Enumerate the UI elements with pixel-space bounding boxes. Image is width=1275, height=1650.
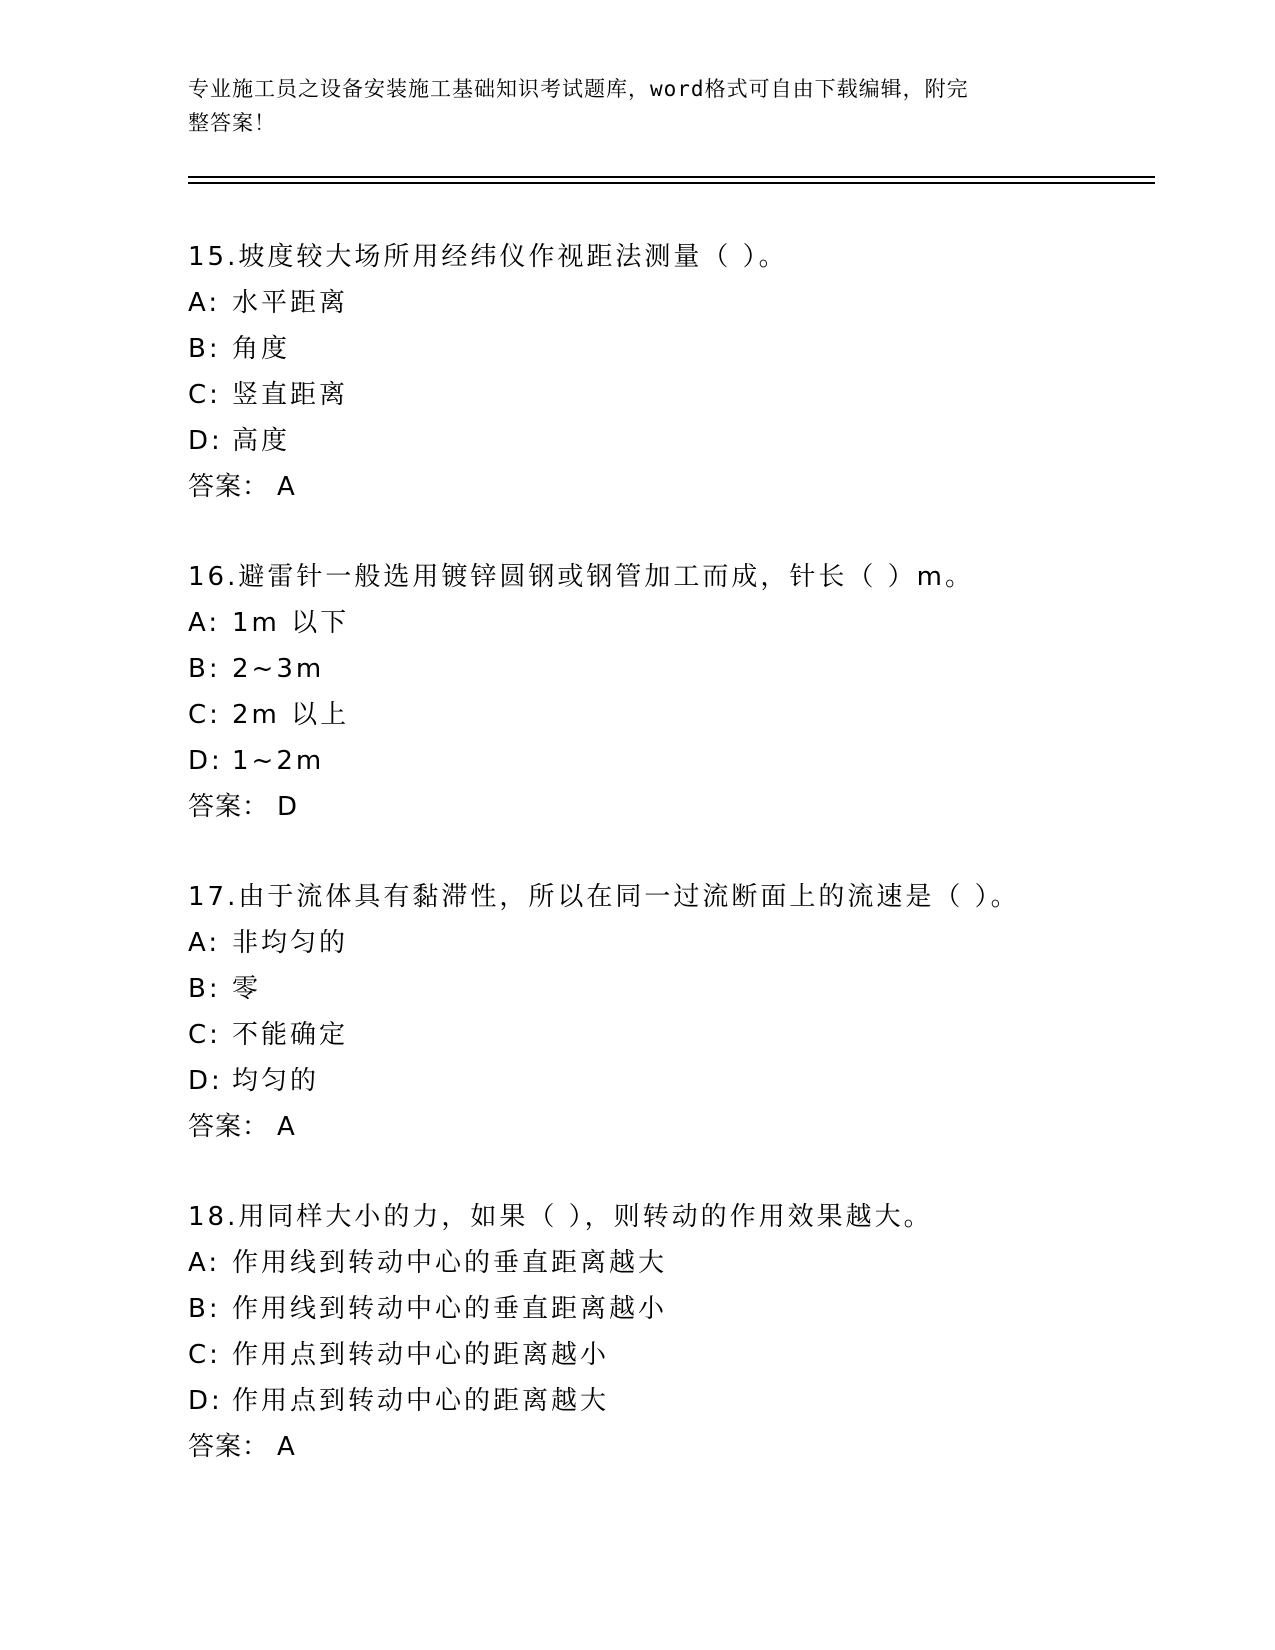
option-letter: A: (188, 1248, 221, 1278)
answer-value: A (277, 1112, 296, 1142)
answer-label: 答案： (188, 472, 270, 502)
option-text: 作用点到转动中心的距离越大 (232, 1386, 610, 1416)
option-a (188, 1240, 1148, 1286)
answer-line (188, 1104, 1148, 1150)
answer-label: 答案： (188, 1432, 270, 1462)
option-b (188, 966, 1148, 1012)
option-c (188, 1012, 1148, 1058)
option-text: 不能确定 (232, 1020, 349, 1050)
answer-label: 答案： (188, 792, 270, 822)
option-letter: B: (188, 1294, 221, 1324)
option-b (188, 646, 1148, 692)
option-text: 2m 以上 (232, 700, 350, 730)
option-text: 非均匀的 (232, 928, 349, 958)
option-text: 均匀的 (232, 1066, 320, 1096)
question-15 (188, 234, 1148, 510)
option-letter: A: (188, 928, 221, 958)
option-letter: C: (188, 1020, 221, 1050)
option-d (188, 1058, 1148, 1104)
option-c (188, 692, 1148, 738)
option-text: 水平距离 (232, 288, 349, 318)
option-text: 2~3m (232, 654, 325, 684)
option-letter: B: (188, 974, 221, 1004)
header-divider-bottom (188, 182, 1155, 184)
option-a (188, 280, 1148, 326)
option-text: 作用线到转动中心的垂直距离越大 (232, 1248, 668, 1278)
option-d (188, 418, 1148, 464)
option-text: 1~2m (232, 746, 325, 776)
answer-value: D (277, 792, 299, 822)
option-c (188, 1332, 1148, 1378)
option-text: 竖直距离 (232, 380, 349, 410)
option-letter: B: (188, 334, 221, 364)
option-b (188, 326, 1148, 372)
question-18 (188, 1194, 1148, 1470)
option-d (188, 738, 1148, 784)
option-letter: D: (188, 1386, 223, 1416)
header-line-1: 专业施工员之设备安装施工基础知识考试题库，word格式可自由下载编辑，附完 (188, 77, 969, 101)
answer-line (188, 784, 1148, 830)
option-text: 作用线到转动中心的垂直距离越小 (232, 1294, 668, 1324)
option-letter: D: (188, 426, 223, 456)
option-letter: C: (188, 1340, 221, 1370)
option-letter: B: (188, 654, 221, 684)
option-c (188, 372, 1148, 418)
question-stem: 16.避雷针一般选用镀锌圆钢或钢管加工而成，针长（ ）m。 (188, 562, 974, 592)
question-stem: 15.坡度较大场所用经纬仪作视距法测量（ ）。 (188, 242, 788, 272)
option-letter: A: (188, 288, 221, 318)
option-text: 高度 (232, 426, 291, 456)
option-text: 作用点到转动中心的距离越小 (232, 1340, 610, 1370)
question-17 (188, 874, 1148, 1150)
option-a (188, 600, 1148, 646)
option-letter: A: (188, 608, 221, 638)
document-header (188, 72, 1068, 140)
header-divider-top (188, 176, 1155, 178)
header-line-2: 整答案！ (188, 111, 276, 135)
question-16 (188, 554, 1148, 830)
option-letter: D: (188, 1066, 223, 1096)
option-b (188, 1286, 1148, 1332)
option-d (188, 1378, 1148, 1424)
question-stem: 17.由于流体具有黏滞性，所以在同一过流断面上的流速是（ ）。 (188, 882, 1020, 912)
option-letter: C: (188, 380, 221, 410)
option-text: 角度 (232, 334, 291, 364)
answer-label: 答案： (188, 1112, 270, 1142)
answer-value: A (277, 472, 296, 502)
option-text: 1m 以下 (232, 608, 350, 638)
option-text: 零 (232, 974, 262, 1004)
option-letter: C: (188, 700, 221, 730)
option-letter: D: (188, 746, 223, 776)
answer-line (188, 1424, 1148, 1470)
answer-value: A (277, 1432, 296, 1462)
answer-line (188, 464, 1148, 510)
question-stem: 18.用同样大小的力，如果（ ），则转动的作用效果越大。 (188, 1202, 933, 1232)
option-a (188, 920, 1148, 966)
